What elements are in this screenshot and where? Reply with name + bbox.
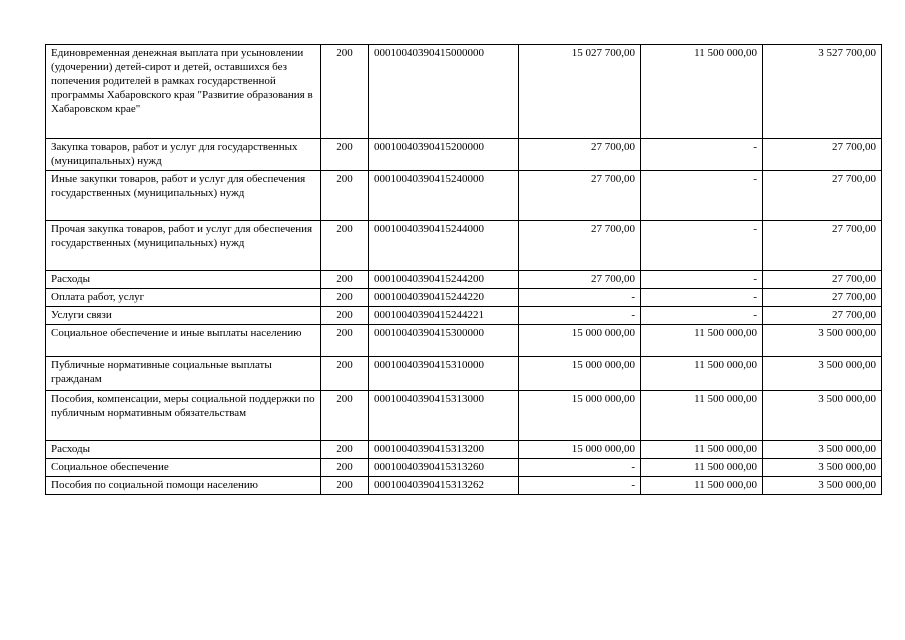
- row-approved-cell: -: [519, 289, 641, 307]
- row-remaining-cell: 27 700,00: [763, 139, 882, 171]
- table-row: [46, 221, 882, 271]
- row-executed-cell: 11 500 000,00: [641, 357, 763, 391]
- row-executed-cell: 11 500 000,00: [641, 325, 763, 357]
- row-name-cell: Социальное обеспечение и иные выплаты населению: [46, 325, 321, 357]
- row-code-cell: 200: [321, 307, 369, 325]
- row-approved-cell: -: [519, 459, 641, 477]
- row-remaining-cell: 3 500 000,00: [763, 391, 882, 441]
- row-code-cell: 200: [321, 139, 369, 171]
- row-approved-cell: 27 700,00: [519, 139, 641, 171]
- row-approved-cell: 27 700,00: [519, 221, 641, 271]
- row-code-cell: 200: [321, 271, 369, 289]
- row-remaining-cell: 3 500 000,00: [763, 441, 882, 459]
- row-name-cell: Социальное обеспечение: [46, 459, 321, 477]
- row-remaining-cell: 3 527 700,00: [763, 45, 882, 139]
- row-code-cell: 200: [321, 391, 369, 441]
- row-executed-cell: -: [641, 139, 763, 171]
- row-classification-cell: 00010040390415000000: [369, 45, 519, 139]
- row-executed-cell: -: [641, 307, 763, 325]
- row-classification-cell: 00010040390415310000: [369, 357, 519, 391]
- table-row: [46, 271, 882, 289]
- row-name-cell: Иные закупки товаров, работ и услуг для обеспечения государственных (муниципальных) нужд: [46, 171, 321, 221]
- table-row: [46, 45, 882, 139]
- row-approved-cell: -: [519, 307, 641, 325]
- row-executed-cell: 11 500 000,00: [641, 441, 763, 459]
- row-remaining-cell: 27 700,00: [763, 289, 882, 307]
- table-row: [46, 357, 882, 391]
- row-name-cell: Единовременная денежная выплата при усыновлении (удочерении) детей-сирот и детей, оставшихся без попечения родителей в рамках государственной программы Хабаровского края "Развитие образования в Хабаровском крае": [46, 45, 321, 139]
- row-executed-cell: 11 500 000,00: [641, 391, 763, 441]
- row-classification-cell: 00010040390415244200: [369, 271, 519, 289]
- row-name-cell: Закупка товаров, работ и услуг для государственных (муниципальных) нужд: [46, 139, 321, 171]
- row-name-cell: Публичные нормативные социальные выплаты гражданам: [46, 357, 321, 391]
- row-code-cell: 200: [321, 441, 369, 459]
- row-code-cell: 200: [321, 477, 369, 495]
- table-row: [46, 325, 882, 357]
- row-code-cell: 200: [321, 221, 369, 271]
- row-approved-cell: 15 000 000,00: [519, 441, 641, 459]
- row-code-cell: 200: [321, 459, 369, 477]
- row-name-cell: Пособия, компенсации, меры социальной поддержки по публичным нормативным обязательствам: [46, 391, 321, 441]
- row-approved-cell: 27 700,00: [519, 271, 641, 289]
- row-executed-cell: -: [641, 171, 763, 221]
- row-remaining-cell: 3 500 000,00: [763, 357, 882, 391]
- row-code-cell: 200: [321, 325, 369, 357]
- row-executed-cell: 11 500 000,00: [641, 459, 763, 477]
- row-approved-cell: -: [519, 477, 641, 495]
- table-row: [46, 171, 882, 221]
- row-approved-cell: 15 000 000,00: [519, 391, 641, 441]
- row-remaining-cell: 27 700,00: [763, 221, 882, 271]
- row-executed-cell: 11 500 000,00: [641, 477, 763, 495]
- row-remaining-cell: 27 700,00: [763, 171, 882, 221]
- row-classification-cell: 00010040390415300000: [369, 325, 519, 357]
- table-row: [46, 477, 882, 495]
- row-name-cell: Расходы: [46, 271, 321, 289]
- row-code-cell: 200: [321, 289, 369, 307]
- row-approved-cell: 15 027 700,00: [519, 45, 641, 139]
- row-classification-cell: 00010040390415313262: [369, 477, 519, 495]
- row-remaining-cell: 27 700,00: [763, 271, 882, 289]
- row-executed-cell: -: [641, 221, 763, 271]
- row-executed-cell: 11 500 000,00: [641, 45, 763, 139]
- row-remaining-cell: 3 500 000,00: [763, 325, 882, 357]
- row-classification-cell: 00010040390415313260: [369, 459, 519, 477]
- row-name-cell: Прочая закупка товаров, работ и услуг для обеспечения государственных (муниципальных) нужд: [46, 221, 321, 271]
- row-classification-cell: 00010040390415313200: [369, 441, 519, 459]
- table-row: [46, 459, 882, 477]
- row-name-cell: Оплата работ, услуг: [46, 289, 321, 307]
- row-remaining-cell: 3 500 000,00: [763, 477, 882, 495]
- row-classification-cell: 00010040390415244220: [369, 289, 519, 307]
- row-classification-cell: 00010040390415244221: [369, 307, 519, 325]
- budget-execution-table: [45, 44, 882, 495]
- table-row: [46, 441, 882, 459]
- table-row: [46, 307, 882, 325]
- table-row: [46, 391, 882, 441]
- row-code-cell: 200: [321, 171, 369, 221]
- row-approved-cell: 15 000 000,00: [519, 325, 641, 357]
- row-approved-cell: 27 700,00: [519, 171, 641, 221]
- row-classification-cell: 00010040390415313000: [369, 391, 519, 441]
- row-name-cell: Пособия по социальной помощи населению: [46, 477, 321, 495]
- row-executed-cell: -: [641, 271, 763, 289]
- row-classification-cell: 00010040390415244000: [369, 221, 519, 271]
- row-code-cell: 200: [321, 45, 369, 139]
- table-row: [46, 289, 882, 307]
- row-name-cell: Расходы: [46, 441, 321, 459]
- row-name-cell: Услуги связи: [46, 307, 321, 325]
- row-executed-cell: -: [641, 289, 763, 307]
- row-remaining-cell: 3 500 000,00: [763, 459, 882, 477]
- table-row: [46, 139, 882, 171]
- row-remaining-cell: 27 700,00: [763, 307, 882, 325]
- row-code-cell: 200: [321, 357, 369, 391]
- row-classification-cell: 00010040390415240000: [369, 171, 519, 221]
- row-classification-cell: 00010040390415200000: [369, 139, 519, 171]
- row-approved-cell: 15 000 000,00: [519, 357, 641, 391]
